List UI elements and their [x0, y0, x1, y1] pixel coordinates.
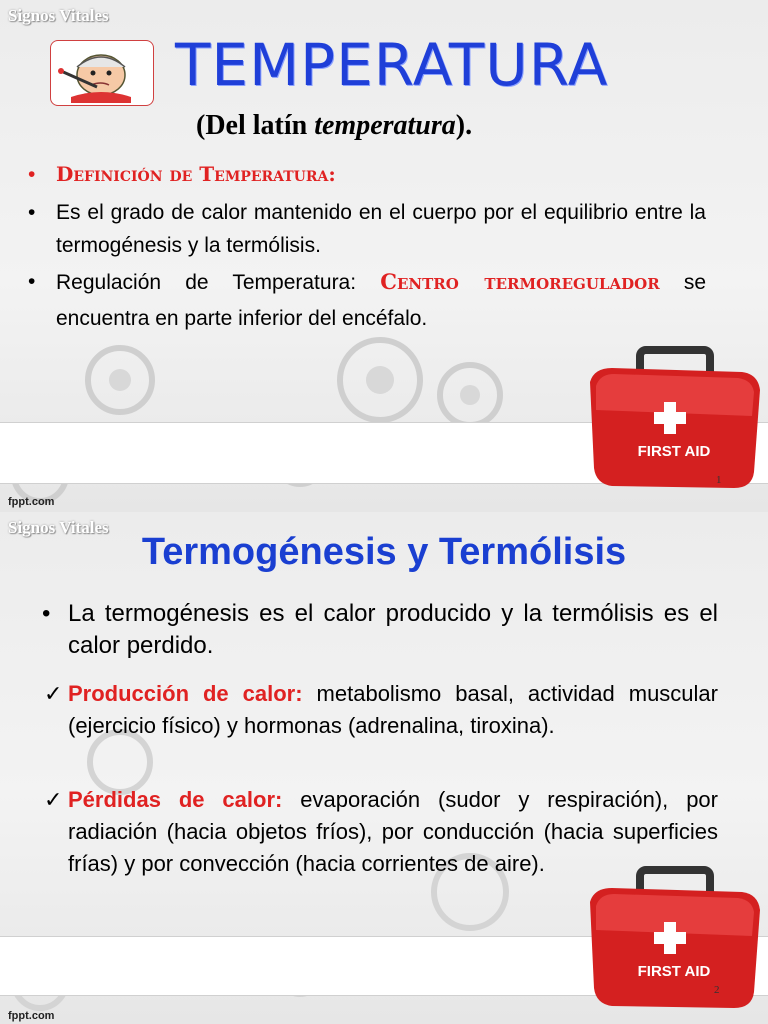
page-title: TEMPERATURA: [175, 31, 609, 99]
page-number: 1: [716, 474, 722, 486]
subtitle-prefix: (Del latín: [196, 110, 315, 141]
bullet-dot: •: [28, 270, 36, 293]
production-label: Producción de calor:: [68, 681, 303, 706]
losses-text: evaporación (sudor y respiración), por radiación (hacia objetos fríos), por conducción (hacia superficies frías) y por convección (hacia corrientes de aire).: [68, 787, 718, 876]
bullet-dot: •: [42, 600, 51, 627]
slide-2-bullet: [42, 598, 718, 662]
header-label: Signos Vitales: [8, 6, 109, 25]
production-text: metabolismo basal, actividad muscular (ejercicio físico) y hormonas (adrenalina, tiroxina).: [68, 681, 718, 738]
definition-heading: Definición de Temperatura:: [56, 162, 336, 186]
check-text: [68, 678, 718, 742]
check-icon: ✓: [44, 681, 63, 706]
check-item-production: [44, 678, 718, 742]
subtitle-suffix: ).: [455, 110, 473, 141]
regulation-suffix: se encuentra en parte inferior del encéfalo.: [56, 271, 707, 330]
subtitle: [196, 110, 472, 142]
slide-2-title: Termogénesis y Termólisis: [141, 531, 627, 573]
bullet-dot: •: [28, 201, 36, 224]
footer-label: fppt.com: [8, 496, 55, 508]
page-number: 2: [714, 984, 720, 996]
footer-label: fppt.com: [8, 1010, 55, 1022]
header-label: Signos Vitales: [8, 518, 109, 537]
bullet-text: La termogénesis es el calor producido y la termólisis es el calor perdido.: [68, 600, 718, 659]
first-aid-label: FIRST AID: [637, 963, 711, 980]
regulation-highlight: Centro termoregulador: [380, 269, 660, 294]
bullet-definition: [28, 196, 706, 266]
bullet-text: [56, 264, 706, 337]
sick-face-icon: [51, 41, 151, 103]
first-aid-kit-icon: [582, 866, 768, 1016]
regulation-prefix: Regulación de Temperatura:: [56, 271, 381, 294]
bullet-text: Es el grado de calor mantenido en el cuerpo por el equilibrio entre la termogénesis y la termólisis.: [56, 201, 706, 257]
first-aid-kit-icon: [582, 346, 768, 496]
first-aid-label: FIRST AID: [637, 443, 711, 460]
subtitle-italic: temperatura: [314, 110, 456, 141]
check-icon: ✓: [44, 787, 63, 812]
bullet-dot: •: [28, 163, 36, 186]
losses-label: Pérdidas de calor:: [68, 787, 283, 812]
sick-person-illustration: [50, 40, 154, 106]
